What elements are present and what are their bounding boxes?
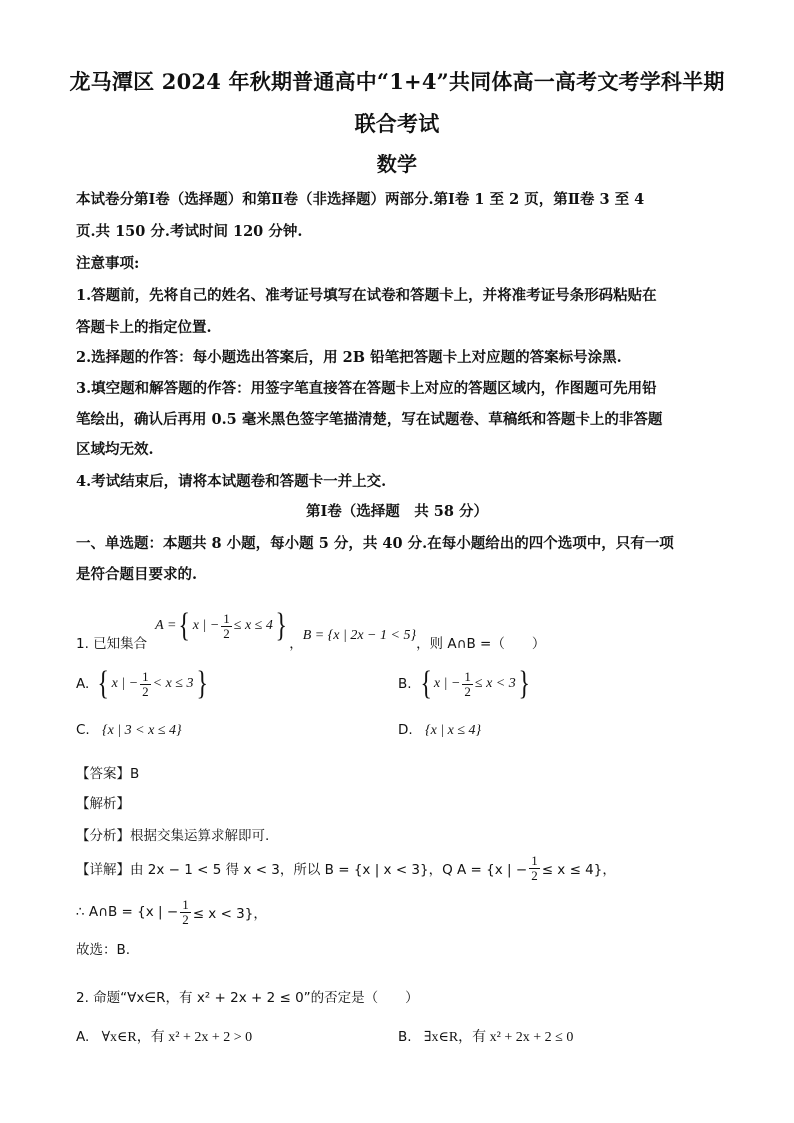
option-b-text: ∃x∈R，有 x² + 2x + 2 ≤ 0 <box>423 1030 574 1045</box>
q1-option-c <box>76 722 182 739</box>
fraction-half: $\frac{1}{2}$ <box>223 610 230 641</box>
part1-line1: 一、单选题：本题共 8 小题，每小题 5 分，共 40 分.在每小题给出的四个选项中，只有一项 <box>76 535 674 552</box>
option-d-label: D. <box>398 722 413 738</box>
notes-heading: 注意事项: <box>76 255 140 272</box>
exam-title-line2: 联合考试 <box>354 111 440 136</box>
fraction-half: $\frac{1}{2}$ <box>182 896 189 927</box>
q1-ask: ，则 A∩B =（ ） <box>416 636 546 652</box>
fraction-half: $\frac{1}{2}$ <box>142 668 149 699</box>
q1-option-d <box>398 722 481 739</box>
section1-title: 第Ⅰ卷（选择题 共 58 分） <box>305 503 489 520</box>
q1-prefix: 1. 已知集合 <box>76 636 148 652</box>
subject-title: 数学 <box>376 152 418 176</box>
q1-setA-label: A = <box>155 618 177 633</box>
fraction-half: $\frac{1}{2}$ <box>464 668 471 699</box>
question-1-stem <box>76 607 546 652</box>
intro-line1: 本试卷分第Ⅰ卷（选择题）和第Ⅱ卷（非选择题）两部分.第Ⅰ卷 1 至 2 页，第Ⅱ卷 3 至 4 <box>76 191 645 208</box>
q1-detail-tail: ≤ x ≤ 4}， <box>541 862 616 878</box>
q1-answer: 【答案】B <box>76 766 140 782</box>
intro-line2: 页.共 150 分.考试时间 120 分钟. <box>76 223 303 240</box>
q1-setB: B = {x | 2x − 1 < 5} <box>302 628 417 643</box>
q1-option-a <box>76 664 210 704</box>
note1-line1: 1.答题前，先将自己的姓名、准考证号填写在试卷和答题卡上，并将准考证号条形码粘贴在 <box>76 287 657 304</box>
note3-line2: 笔绘出，确认后再用 0.5 毫米黑色签字笔描清楚，写在试题卷、草稿纸和答题卡上的非答题 <box>76 411 663 428</box>
right-brace-icon: } <box>195 665 208 702</box>
q1-comma: ， <box>289 636 303 652</box>
part1-line2: 是符合题目要求的. <box>76 566 198 583</box>
q1-therefore-prefix: ∴ A∩B = {x | − <box>76 904 179 920</box>
q1-therefore-tail: ≤ x < 3}， <box>192 906 267 922</box>
q1-conclusion: 故选：B. <box>76 942 131 958</box>
q2-option-a <box>76 1026 252 1046</box>
fraction-half: $\frac{1}{2}$ <box>531 852 538 883</box>
q1-therefore <box>76 892 267 932</box>
note3-line3: 区域均无效. <box>76 441 154 458</box>
note3-line1: 3.填空题和解答题的作答：用签字笔直接答在答题卡上对应的答题区域内，作图题可先用铅 <box>76 380 657 397</box>
right-brace-icon: } <box>518 665 530 702</box>
q1-analysis: 【分析】根据交集运算求解即可. <box>76 828 270 844</box>
left-brace-icon: { <box>97 665 110 702</box>
option-a-label: A. <box>76 1029 90 1045</box>
question-2-stem: 2. 命题“∀x∈R，有 x² + 2x + 2 ≤ 0”的否定是（ ） <box>76 990 419 1006</box>
option-a-label: A. <box>76 676 90 692</box>
q2-option-b <box>398 1026 573 1046</box>
q1-analysis-heading: 【解析】 <box>76 796 130 812</box>
option-d-text: {x | x ≤ 4} <box>424 723 482 738</box>
exam-title-line1: 龙马潭区 2024 年秋期普通高中“1+4”共同体高一高考文考学科半期 <box>69 69 725 94</box>
option-b-tail: ≤ x < 3 <box>474 676 516 691</box>
option-c-text: {x | 3 < x ≤ 4} <box>102 723 182 738</box>
note4: 4.考试结束后，请将本试题卷和答题卡一并上交. <box>76 473 387 490</box>
option-c-label: C. <box>76 722 90 738</box>
note2: 2.选择题的作答：每小题选出答案后，用 2B 铅笔把答题卡上对应题的答案标号涂黑. <box>76 349 622 366</box>
q1-setA-tail: ≤ x ≤ 4 <box>233 618 273 633</box>
option-b-label: B. <box>398 1029 412 1045</box>
right-brace-icon: } <box>275 607 287 644</box>
note1-line2: 答题卡上的指定位置. <box>76 319 212 336</box>
option-a-tail: < x ≤ 3 <box>152 676 194 691</box>
left-brace-icon: { <box>420 665 432 702</box>
option-b-inner: x | − <box>433 676 461 691</box>
option-a-text: ∀x∈R，有 x² + 2x + 2 > 0 <box>101 1030 253 1045</box>
left-brace-icon: { <box>178 607 191 644</box>
q1-setA-inner: x | − <box>192 618 220 633</box>
option-a-inner: x | − <box>111 676 139 691</box>
q1-detail-prefix: 【详解】由 2x − 1 < 5 得 x < 3，所以 B = {x | x < 3}，Q A = {x | − <box>76 862 528 878</box>
option-b-label: B. <box>398 676 412 692</box>
q1-detail <box>76 848 616 888</box>
q1-option-b <box>398 664 532 704</box>
